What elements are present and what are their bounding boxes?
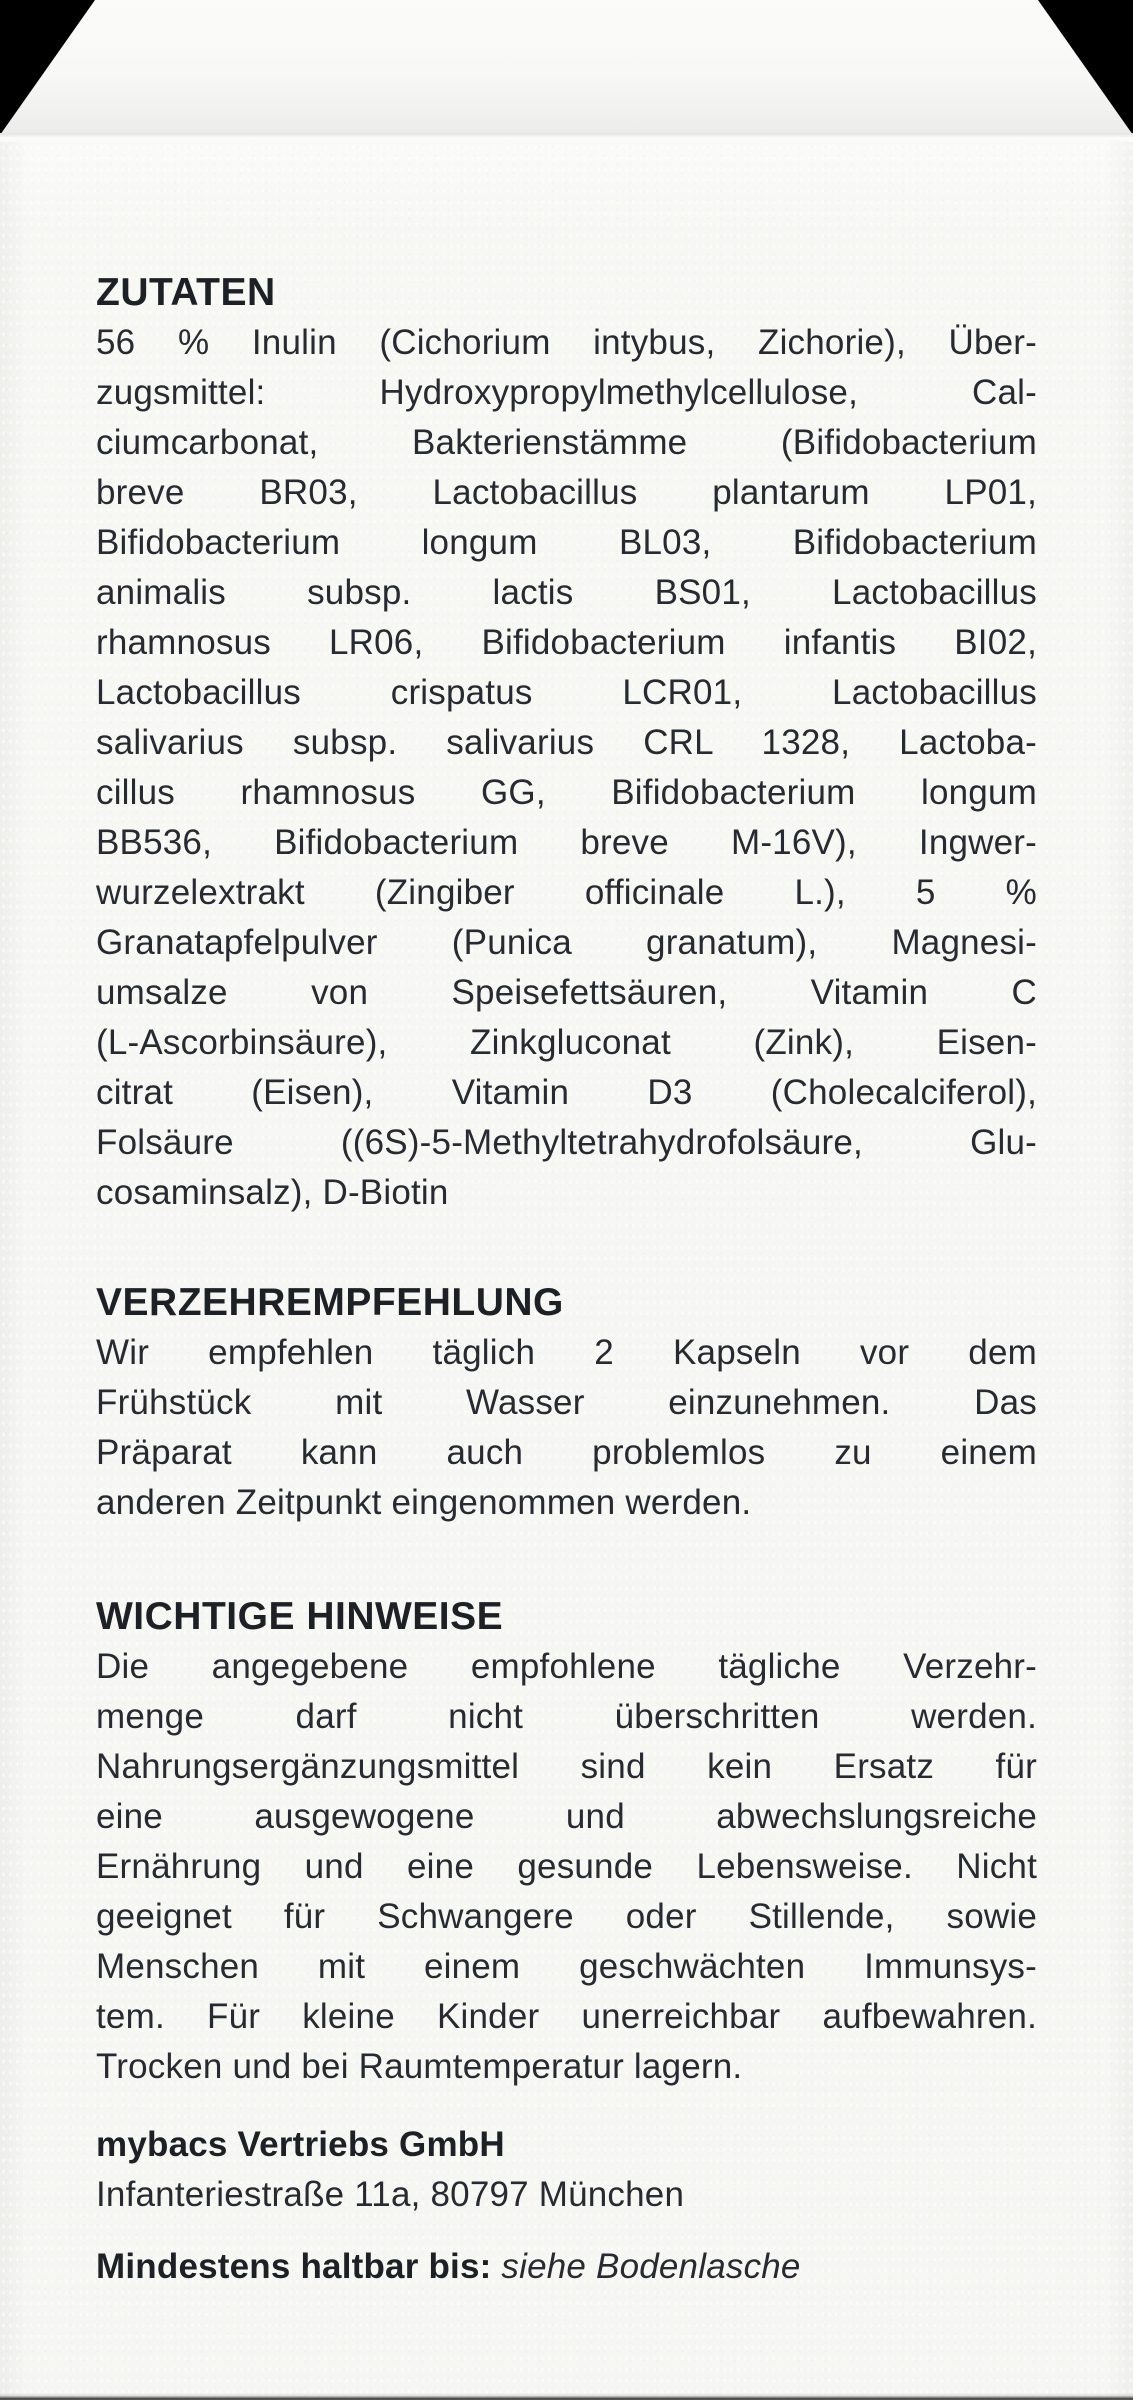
text-line: citrat (Eisen), Vitamin D3 (Cholecalciferol), [96, 1073, 1037, 1112]
text-line: Frühstück mit Wasser einzunehmen. Das [96, 1383, 1037, 1422]
text-line: Bifidobacterium longum BL03, Bifidobacterium [96, 523, 1037, 562]
text-line: anderen Zeitpunkt eingenommen werden. [96, 1483, 752, 1522]
ingredients-paragraph [96, 318, 1037, 1218]
text-line: menge darf nicht überschritten werden. [96, 1697, 1037, 1736]
text-line: eine ausgewogene und abwechslungsreiche [96, 1797, 1037, 1836]
text-line: 56 % Inulin (Cichorium intybus, Zichorie), Über- [96, 323, 1037, 362]
best-before-value: siehe Bodenlasche [491, 2247, 801, 2286]
section-wichtige-hinweise [96, 1592, 1037, 2092]
text-line: Nahrungsergänzungsmittel sind kein Ersatz für [96, 1747, 1037, 1786]
text-line: wurzelextrakt (Zingiber officinale L.), 5 % [96, 873, 1037, 912]
text-line: BB536, Bifidobacterium breve M-16V), Ingwer- [96, 823, 1037, 862]
text-line: Wir empfehlen täglich 2 Kapseln vor dem [96, 1333, 1037, 1372]
manufacturer-name: mybacs Vertriebs GmbH [96, 2125, 505, 2164]
box-lid-flap [0, 0, 1133, 135]
text-line: Trocken und bei Raumtemperatur lagern. [96, 2047, 743, 2086]
best-before-line [96, 2242, 1037, 2292]
section-zutaten [96, 268, 1037, 1218]
text-line: Menschen mit einem geschwächten Immunsys- [96, 1947, 1037, 1986]
label-text-block [96, 268, 1037, 2292]
text-line: Die angegebene empfohlene tägliche Verzehr- [96, 1647, 1037, 1686]
dosage-paragraph [96, 1328, 1037, 1528]
text-line: breve BR03, Lactobacillus plantarum LP01, [96, 473, 1037, 512]
manufacturer-address: Infanteriestraße 11a, 80797 München [96, 2175, 685, 2214]
text-line: ciumcarbonat, Bakterienstämme (Bifidobacterium [96, 423, 1037, 462]
fold-crease-line [0, 133, 1133, 142]
text-line: geeignet für Schwangere oder Stillende, sowie [96, 1897, 1037, 1936]
verzehrempfehlung-heading: VERZEHREMPFEHLUNG [96, 1281, 564, 1324]
text-line: umsalze von Speisefettsäuren, Vitamin C [96, 973, 1037, 1012]
text-line: Folsäure ((6S)-5-Methyltetrahydrofolsäure, Glu- [96, 1123, 1037, 1162]
text-line: (L-Ascorbinsäure), Zinkgluconat (Zink), Eisen- [96, 1023, 1037, 1062]
section-verzehrempfehlung [96, 1278, 1037, 1528]
wichtige-hinweise-heading: WICHTIGE HINWEISE [96, 1595, 504, 1638]
box-bottom-edge-shadow [0, 2393, 1133, 2400]
text-line: tem. Für kleine Kinder unerreichbar aufbewahren. [96, 1997, 1037, 2036]
text-line: cillus rhamnosus GG, Bifidobacterium longum [96, 773, 1037, 812]
text-line: Granatapfelpulver (Punica granatum), Magnesi- [96, 923, 1037, 962]
zutaten-heading: ZUTATEN [96, 271, 276, 314]
text-line: Präparat kann auch problemlos zu einem [96, 1433, 1037, 1472]
best-before-label: Mindestens haltbar bis: [96, 2247, 492, 2286]
text-line: zugsmittel: Hydroxypropylmethylcellulose, Cal- [96, 373, 1037, 412]
text-line: rhamnosus LR06, Bifidobacterium infantis BI02, [96, 623, 1037, 662]
text-line: Ernährung und eine gesunde Lebensweise. Nicht [96, 1847, 1037, 1886]
warnings-paragraph [96, 1642, 1037, 2092]
text-line: cosaminsalz), D-Biotin [96, 1173, 449, 1212]
text-line: animalis subsp. lactis BS01, Lactobacillus [96, 573, 1037, 612]
text-line: Lactobacillus crispatus LCR01, Lactobacillus [96, 673, 1037, 712]
text-line: salivarius subsp. salivarius CRL 1328, Lactoba- [96, 723, 1037, 762]
